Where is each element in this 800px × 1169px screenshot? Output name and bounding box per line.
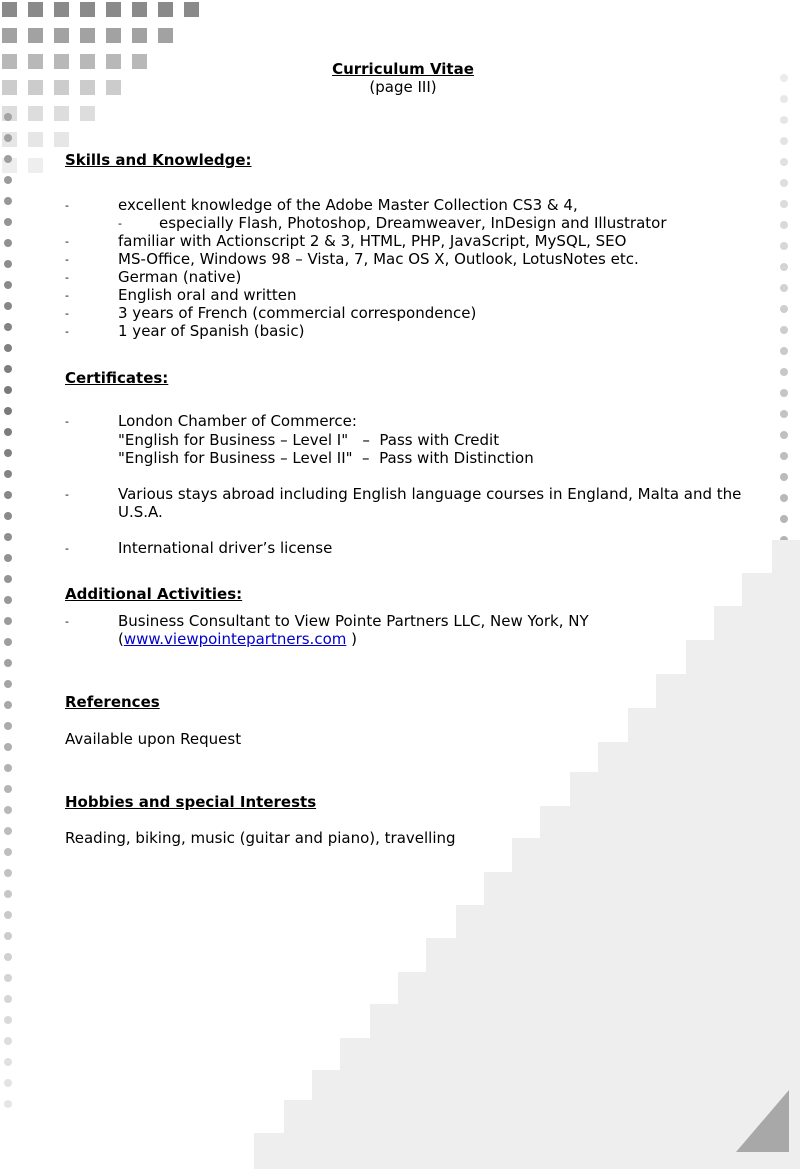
activities-heading: Additional Activities: [65,585,243,603]
skill-item: MS-Office, Windows 98 – Vista, 7, Mac OS X, Outlook, LotusNotes etc. [118,250,639,268]
bullet-dash: - [65,415,69,428]
skill-item: English oral and written [118,286,297,304]
certificates-heading: Certificates: [65,369,169,387]
certificate-lcc-level1: "English for Business – Level I" – Pass with Credit [118,431,500,449]
bullet-dash: - [65,615,69,628]
certificate-lcc-level2: "English for Business – Level II" – Pass with Distinction [118,449,534,467]
certificate-license: International driver’s license [118,539,333,557]
certificate-stays-line1: Various stays abroad including English language courses in England, Malta and the [118,485,742,503]
bullet-dash: - [118,217,122,230]
hobbies-heading: Hobbies and special Interests [65,793,317,811]
website-link[interactable]: www.viewpointepartners.com [123,630,347,648]
activity-link-line [118,630,357,648]
skill-item: excellent knowledge of the Adobe Master Collection CS3 & 4, [118,196,578,214]
link-close-paren: ) [346,630,357,648]
bullet-dash: - [65,325,69,338]
page-title: Curriculum Vitae [332,60,474,78]
certificate-lcc-title: London Chamber of Commerce: [118,412,357,430]
skill-item: 3 years of French (commercial correspondence) [118,304,477,322]
hobbies-text: Reading, biking, music (guitar and piano), travelling [65,829,456,847]
skill-item: 1 year of Spanish (basic) [118,322,305,340]
bullet-dash: - [65,253,69,266]
bullet-dash: - [65,289,69,302]
skill-subitem: especially Flash, Photoshop, Dreamweaver, InDesign and Illustrator [159,214,667,232]
activity-line: Business Consultant to View Pointe Partners LLC, New York, NY [118,612,589,630]
skill-item: familiar with Actionscript 2 & 3, HTML, PHP, JavaScript, MySQL, SEO [118,232,627,250]
references-text: Available upon Request [65,730,242,748]
skills-heading: Skills and Knowledge: [65,151,252,169]
bullet-dash: - [65,199,69,212]
link-open-paren: ( [118,630,124,648]
certificate-stays-line2: U.S.A. [118,503,163,521]
bullet-dash: - [65,235,69,248]
page-subtitle: (page III) [369,78,437,96]
bullet-dash: - [65,488,69,501]
references-heading: References [65,693,160,711]
bullet-dash: - [65,271,69,284]
bullet-dash: - [65,307,69,320]
skill-item: German (native) [118,268,242,286]
bullet-dash: - [65,542,69,555]
